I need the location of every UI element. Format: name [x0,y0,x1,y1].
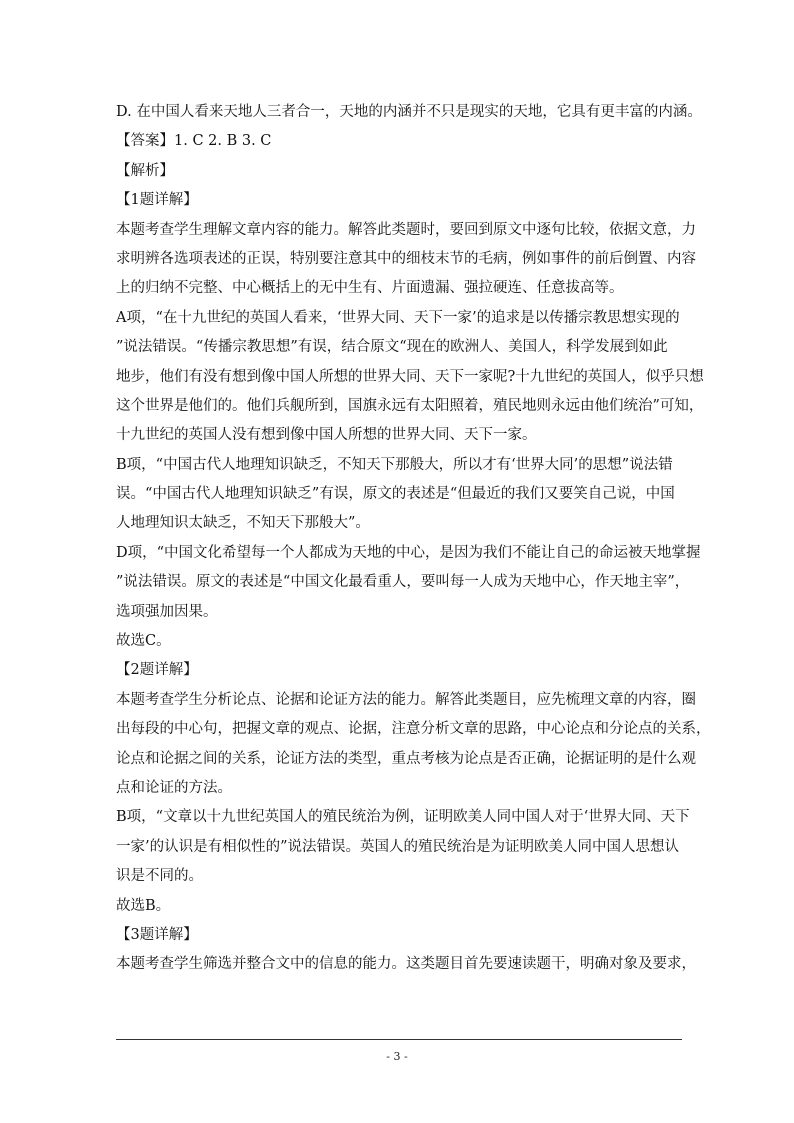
text-line: 本题考查学生理解文章内容的能力。解答此类题时，要回到原文中逐句比较，依据文意，力 [116,221,696,238]
text-line: 点和论证的方法。 [116,779,232,796]
answer-line: 【答案】1. C 2. B 3. C [116,133,272,150]
text-line: ”说法错误。“传播宗教思想”有误，结合原文“现在的欧洲人、美国人，科学发展到如此 [116,339,668,356]
text-line: B项，“中国古代人地理知识缺乏，不知天下那般大，所以才有‘世界大同’的思想”说法错 [116,456,673,473]
text-line: 这个世界是他们的。他们兵舰所到，国旗永远有太阳照着，殖民地则永远由他们统治”可知， [116,397,704,414]
text-line: 误。“中国古代人地理知识缺乏”有误，原文的表述是“但最近的我们又要笑自己说，中国 [116,486,675,503]
text-line: 本题考查学生分析论点、论据和论证方法的能力。解答此类题目，应先梳理文章的内容，圈 [116,691,696,708]
text-line: 一家’的认识是有相似性的”说法错误。英国人的殖民统治是为证明欧美人同中国人思想认 [116,838,680,855]
text-line: 十九世纪的英国人没有想到像中国人所想的世界大同、天下一家。 [116,427,537,444]
page-body [116,98,711,980]
section-heading: 【3题详解】 [116,926,198,943]
text-line: ”说法错误。原文的表述是“中国文化最看重人，要叫每一人成为天地中心，作天地主宰”， [116,574,690,591]
text-line: D. 在中国人看来天地人三者合一，天地的内涵并不只是现实的天地，它具有更丰富的内涵。 [116,104,702,120]
text-line: 出每段的中心句，把握文章的观点、论据，注意分析文章的思路，中心论点和分论点的关系， [116,721,711,738]
text-line: 识是不同的。 [116,868,203,885]
text-line: B项，“文章以十九世纪英国人的殖民统治为例，证明欧美人同中国人对于‘世界大同、天下 [116,809,690,826]
text-line: 上的归纳不完整、中心概括上的无中生有、片面遗漏、强拉硬连、任意拔高等。 [116,280,624,297]
text-line: 故选C。 [116,633,171,650]
text-line: A项，“在十九世纪的英国人看来，‘世界大同、天下一家’的追求是以传播宗教思想实现的 [116,309,680,326]
footer-divider [116,1039,682,1040]
text-line: 选项强加因果。 [116,603,218,620]
text-line: 人地理知识太缺乏，不知天下那般大”。 [116,515,370,532]
section-heading: 【1题详解】 [116,192,198,209]
text-line: 地步，他们有没有想到像中国人所想的世界大同、天下一家呢?十九世纪的英国人，似乎只想 [116,368,704,385]
text-line: 求明辨各选项表述的正误，特别要注意其中的细枝末节的毛病，例如事件的前后倒置、内容 [116,250,696,267]
section-heading: 【2题详解】 [116,662,198,679]
page-number: - 3 - [386,1050,408,1063]
text-line: 本题考查学生筛选并整合文中的信息的能力。这类题目首先要速读题干，明确对象及要求， [116,956,696,973]
text-line: D项，“中国文化希望每一个人都成为天地的中心，是因为我们不能让自己的命运被天地掌握 [116,544,701,561]
text-line: 论点和论据之间的关系，论证方法的类型，重点考核为论点是否正确，论据证明的是什么观 [116,750,696,767]
section-heading: 【解析】 [116,162,174,179]
text-line: 故选B。 [116,897,171,914]
